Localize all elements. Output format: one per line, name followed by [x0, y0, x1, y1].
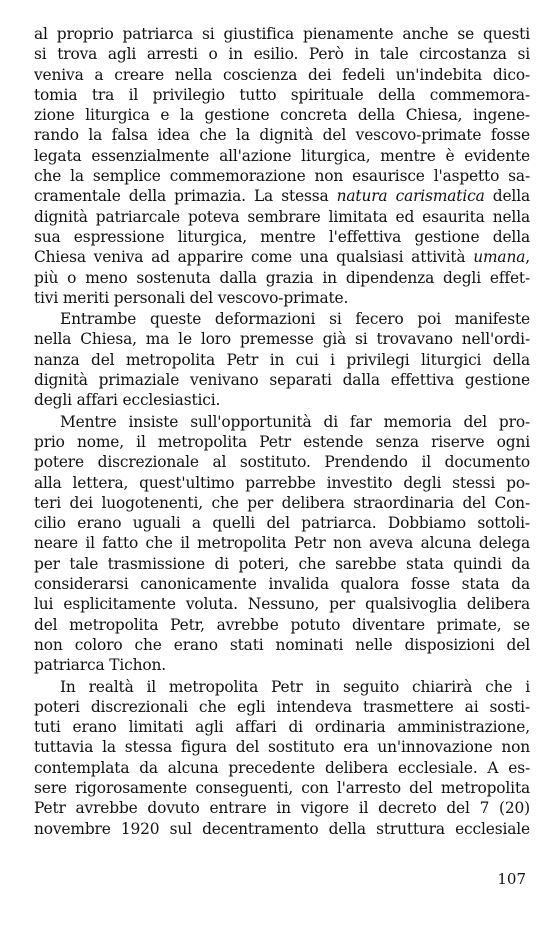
line-text: zione liturgica e la gestione concreta della Chiesa, ingene-: [34, 106, 530, 125]
line-text: degli affari ecclesiastici.: [34, 391, 221, 410]
text-line: [34, 554, 530, 574]
line-text-after: ,: [525, 248, 530, 267]
text-line: [34, 635, 530, 655]
text-line: [34, 247, 530, 267]
page-number: 107: [497, 870, 526, 888]
text-line: [34, 370, 530, 390]
line-text: potere discrezionale al sostituto. Prendendo il documento: [34, 453, 530, 472]
text-line: [34, 615, 530, 635]
text-line: [34, 697, 530, 717]
line-text: Entrambe queste deformazioni si fecero poi manifeste: [60, 310, 530, 329]
text-line: [34, 186, 530, 206]
line-text: prio nome, il metropolita Petr estende senza riserve ogni: [34, 432, 530, 451]
text-line: [34, 655, 530, 675]
text-line: [34, 44, 530, 64]
line-text: non coloro che erano stati nominati nelle disposizioni del: [34, 635, 530, 654]
text-line: [34, 268, 530, 288]
line-text: contemplata da alcuna precedente delibera ecclesiale. A es-: [34, 758, 530, 777]
line-text: In realtà il metropolita Petr in seguito chiarirà che i: [60, 677, 530, 696]
text-line: [34, 412, 530, 432]
text-line: [34, 717, 530, 737]
italic-text: natura carismatica: [336, 187, 485, 206]
text-line: [34, 473, 530, 493]
text-line: [34, 350, 530, 370]
text-line: [34, 85, 530, 105]
line-text: rando la falsa idea che la dignità del vescovo-primate fosse: [34, 126, 530, 145]
line-text: cramentale della primazia. La stessa: [34, 187, 337, 206]
line-text: dignità patriarcale poteva sembrare limitata ed esaurita nella: [34, 207, 530, 226]
line-text: nella Chiesa, ma le loro premesse già si trovavano nell'ordi-: [34, 330, 530, 349]
text-line: [34, 778, 530, 798]
line-text: del metropolita Petr, avrebbe potuto diventare primate, se: [34, 615, 530, 634]
line-text: legata essenzialmente all'azione liturgica, mentre è evidente: [34, 146, 530, 165]
text-line: [34, 452, 530, 472]
text-line: [34, 227, 530, 247]
text-line: [34, 493, 530, 513]
text-line: [34, 65, 530, 85]
line-text: per tale trasmissione di poteri, che sarebbe stata quindi da: [34, 554, 530, 573]
line-text: novembre 1920 sul decentramento della struttura ecclesiale: [34, 819, 530, 838]
text-line: [34, 24, 530, 44]
text-line: [34, 819, 530, 839]
line-text: neare il fatto che il metropolita Petr non aveva alcuna delega: [34, 534, 530, 553]
text-line: [34, 288, 530, 308]
line-text: tuti erano limitati agli affari di ordinaria amministrazione,: [34, 718, 530, 737]
line-text: teri dei luogotenenti, che per delibera straordinaria del Con-: [34, 493, 530, 512]
line-text: che la semplice commemorazione non esaurisce l'aspetto sa-: [34, 167, 530, 186]
body-text: [34, 24, 530, 839]
text-line: [34, 758, 530, 778]
line-text: nanza del metropolita Petr in cui i privilegi liturgici della: [34, 350, 530, 369]
line-text: considerarsi canonicamente invalida qualora fosse stata da: [34, 575, 530, 594]
text-line: [34, 207, 530, 227]
line-text: sua espressione liturgica, mentre l'effettiva gestione della: [34, 227, 530, 246]
line-text: Mentre insiste sull'opportunità di far memoria del pro-: [60, 412, 530, 431]
line-text: si trova agli arresti o in esilio. Però in tale circostanza si: [34, 45, 530, 64]
text-line: [34, 390, 530, 410]
text-line: [34, 309, 530, 329]
line-text: patriarca Tichon.: [34, 656, 166, 675]
line-text: sere rigorosamente conseguenti, con l'arresto del metropolita: [34, 778, 530, 797]
text-line: [34, 677, 530, 697]
line-text: tomia tra il privilegio tutto spirituale della commemora-: [34, 85, 530, 104]
italic-text: umana: [473, 248, 526, 267]
text-line: [34, 594, 530, 614]
text-line: [34, 533, 530, 553]
line-text: cilio erano uguali a quelli del patriarca. Dobbiamo sottoli-: [34, 514, 530, 533]
line-text: Petr avrebbe dovuto entrare in vigore il decreto del 7 (20): [34, 799, 530, 818]
line-text: più o meno sostenuta dalla grazia in dipendenza degli effet-: [34, 268, 530, 287]
line-text: poteri discrezionali che egli intendeva trasmettere ai sosti-: [34, 697, 530, 716]
line-text: al proprio patriarca si giustifica pienamente anche se questi: [34, 25, 530, 43]
text-line: [34, 737, 530, 757]
line-text: dignità primaziale venivano separati dalla effettiva gestione: [34, 371, 530, 390]
line-text: alla lettera, quest'ultimo parrebbe investito degli stessi po-: [34, 473, 530, 492]
text-line: [34, 513, 530, 533]
line-text: lui esplicitamente voluta. Nessuno, per qualsivoglia delibera: [34, 595, 530, 614]
text-line: [34, 329, 530, 349]
text-line: [34, 798, 530, 818]
text-line: [34, 125, 530, 145]
text-line: [34, 166, 530, 186]
line-text: Chiesa veniva ad apparire come una qualsiasi attività: [34, 248, 474, 267]
text-line: [34, 105, 530, 125]
line-text-after: della: [484, 187, 530, 206]
line-text: veniva a creare nella coscienza dei fedeli un'indebita dico-: [34, 65, 530, 84]
text-line: [34, 432, 530, 452]
text-line: [34, 574, 530, 594]
text-line: [34, 146, 530, 166]
line-text: tuttavia la stessa figura del sostituto era un'innovazione non: [34, 738, 530, 757]
line-text: tivi meriti personali del vescovo-primate.: [34, 288, 349, 307]
